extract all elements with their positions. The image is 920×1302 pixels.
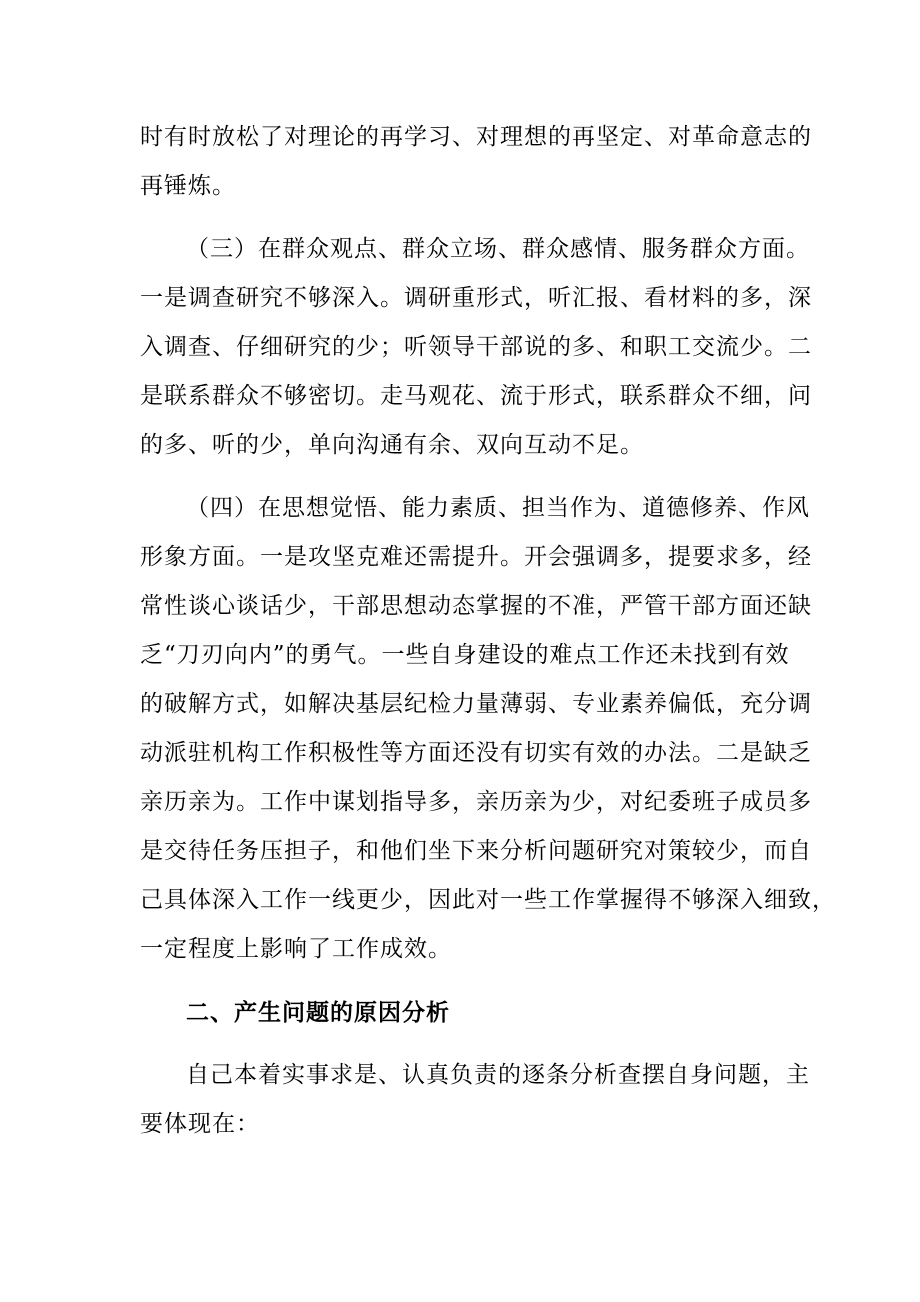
paragraph-section-three (140, 225, 812, 470)
document-page (140, 113, 836, 1163)
text-line: 形象方面。一是攻坚克难还需提升。开会强调多，提要求多，经 (140, 544, 812, 570)
text-line: 是交待任务压担子，和他们坐下来分析问题研究对策较少，而自 (140, 838, 812, 864)
text-line: 入调查、仔细研究的少；听领导干部说的多、和职工交流少。二 (140, 334, 812, 360)
text-line: 的多、听的少，单向沟通有余、双向互动不足。 (140, 432, 644, 458)
paragraph-section-four (140, 484, 836, 974)
text-line: 的破解方式，如解决基层纪检力量薄弱、专业素养偏低，充分调 (140, 691, 812, 717)
text-line: 再锤炼。 (140, 173, 236, 199)
text-line: 一是调查研究不够深入。调研重形式，听汇报、看材料的多，深 (140, 285, 812, 311)
text-line: 乏“刀刃向内”的勇气。一些自身建设的难点工作还未找到有效 (140, 642, 790, 668)
text-line: 一定程度上影响了工作成效。 (140, 936, 452, 962)
text-line: 时有时放松了对理论的再学习、对理想的再坚定、对革命意志的 (140, 124, 812, 150)
text-line: 要体现在： (140, 1111, 260, 1137)
text-line: 常性谈心谈话少，干部思想动态掌握的不准，严管干部方面还缺 (140, 593, 812, 619)
text-line: 是联系群众不够密切。走马观花、流于形式，联系群众不细，问 (140, 383, 812, 409)
text-line: （三）在群众观点、群众立场、群众感情、服务群众方面。 (186, 236, 810, 262)
text-line: 亲历亲为。工作中谋划指导多，亲历亲为少，对纪委班子成员多 (140, 789, 812, 815)
paragraph-continuation (140, 113, 812, 211)
text-line: 自己本着实事求是、认真负责的逐条分析查摆自身问题，主 (186, 1062, 810, 1088)
section-heading (140, 988, 782, 1037)
paragraph-cause-analysis (140, 1051, 810, 1149)
text-line: （四）在思想觉悟、能力素质、担当作为、道德修养、作风 (186, 495, 810, 521)
text-line: 动派驻机构工作积极性等方面还没有切实有效的办法。二是缺乏 (140, 740, 812, 766)
text-line: 己具体深入工作一线更少，因此对一些工作掌握得不够深入细致， (140, 887, 836, 913)
heading-text: 二、产生问题的原因分析 (186, 999, 450, 1026)
